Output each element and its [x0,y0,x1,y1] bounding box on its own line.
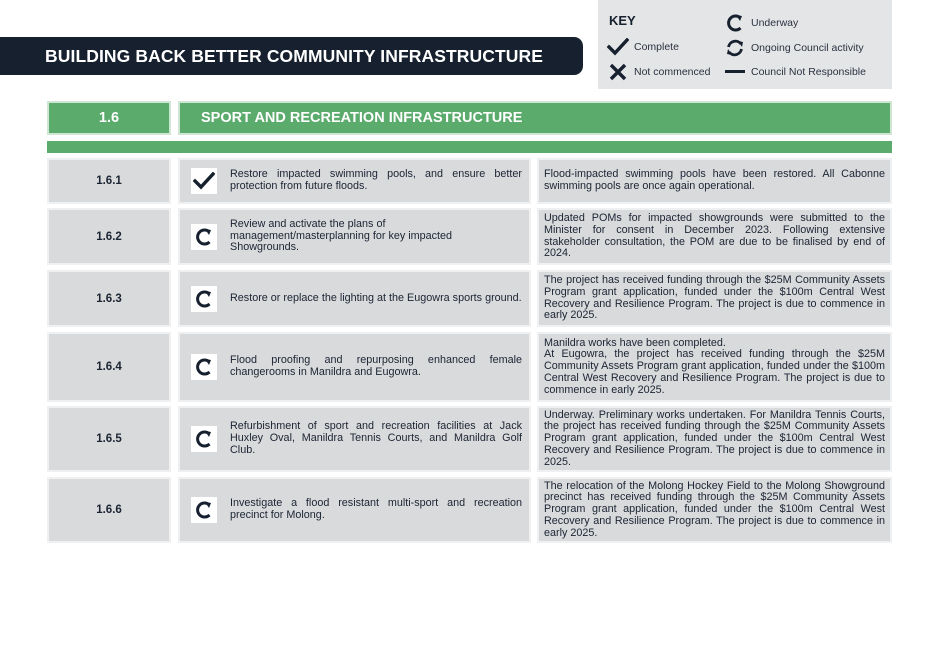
row-update-1-6-1 [537,158,892,204]
row-id-1-6-5: 1.6.5 [47,406,171,472]
underway-icon [191,224,217,250]
page-title-banner [0,37,583,75]
update-text-line1: Manildra works have been completed. [544,336,726,349]
row-action-1-6-5 [178,406,531,472]
row-action-1-6-2 [178,208,531,265]
row-action-1-6-1 [178,158,531,204]
key-underway [724,13,798,33]
section-title: SPORT AND RECREATION INFRASTRUCTURE [178,101,892,135]
row-id-1-6-4: 1.6.4 [47,332,171,402]
row-id-1-6-3: 1.6.3 [47,270,171,327]
underway-icon [191,286,217,312]
underway-icon [191,354,217,380]
key-ongoing [724,38,864,58]
row-action-1-6-4 [178,332,531,402]
status-key [598,0,892,89]
key-title: KEY [609,13,636,28]
row-update-1-6-5 [537,406,892,472]
action-text: Review and activate the plans of management/masterplanning for key impacted Showgrounds. [230,217,453,254]
row-update-1-6-4 [537,332,892,402]
update-text: The project has received funding through the $25M Community Assets Program grant application, funded under the $100m Central West Recovery and Resilience Program. The project is due to commence in early 2025. [544,273,885,322]
check-icon [191,168,217,194]
page-title: BUILDING BACK BETTER COMMUNITY INFRASTRUCTURE [45,45,544,66]
key-not-responsible [724,62,866,82]
update-text: Underway. Preliminary works undertaken. For Manildra Tennis Courts, the project has received funding through the $25M Community Assets Program grant application, funded under the $100m Central West Recovery and Resilience Program. The project is due to commence in 2025. [544,408,885,468]
key-not-responsible-label: Council Not Responsible [751,66,866,78]
key-ongoing-label: Ongoing Council activity [751,42,864,54]
underway-icon [724,13,746,33]
update-text: At Eugowra, the project has received funding through the $25M Community Assets Program grant application, funded under the $100m Central West Recovery and Resilience Program. The project is due to commence in early 2025. [544,348,885,396]
update-text: The relocation of the Molong Hockey Field to the Molong Showground precinct has received funding through the $25M Community Assets Program grant application, funded under the $100m Central West Recovery and Resilience Program. The project is due to commence in early 2025. [544,479,885,539]
underway-icon [191,497,217,523]
section-number: 1.6 [47,101,171,135]
check-icon [607,37,629,57]
row-update-1-6-2 [537,208,892,265]
section-divider [47,141,892,153]
row-id-1-6-1: 1.6.1 [47,158,171,204]
action-text: Investigate a flood resistant multi-sport and recreation precinct for Molong. [230,497,522,521]
action-text: Refurbishment of sport and recreation facilities at Jack Huxley Oval, Manildra Tennis Courts, and Manildra Golf Club. [230,420,522,456]
row-action-1-6-6 [178,477,531,543]
key-not-commenced [607,62,710,82]
row-id-1-6-6: 1.6.6 [47,477,171,543]
row-action-1-6-3 [178,270,531,327]
update-text: Flood-impacted swimming pools have been restored. All Cabonne swimming pools are once again operational. [544,168,885,192]
action-text: Restore impacted swimming pools, and ensure better protection from future floods. [230,168,522,192]
key-not-commenced-label: Not commenced [634,66,711,78]
update-text: Updated POMs for impacted showgrounds were submitted to the Minister for consent in December 2023. Following extensive stakeholder consultation, the POM are due to be finalised by end of 2024. [544,211,885,260]
key-complete-label: Complete [634,41,679,53]
underway-icon [191,426,217,452]
action-text: Restore or replace the lighting at the Eugowra sports ground. [230,291,522,304]
key-complete [607,37,679,57]
cross-icon [607,62,629,82]
row-update-1-6-3 [537,270,892,327]
row-id-1-6-2: 1.6.2 [47,208,171,265]
action-text: Flood proofing and repurposing enhanced female changerooms in Manildra and Eugowra. [230,354,522,378]
key-underway-label: Underway [751,17,799,29]
ongoing-cycle-icon [724,38,746,58]
row-update-1-6-6 [537,477,892,543]
dash-icon [724,62,746,82]
